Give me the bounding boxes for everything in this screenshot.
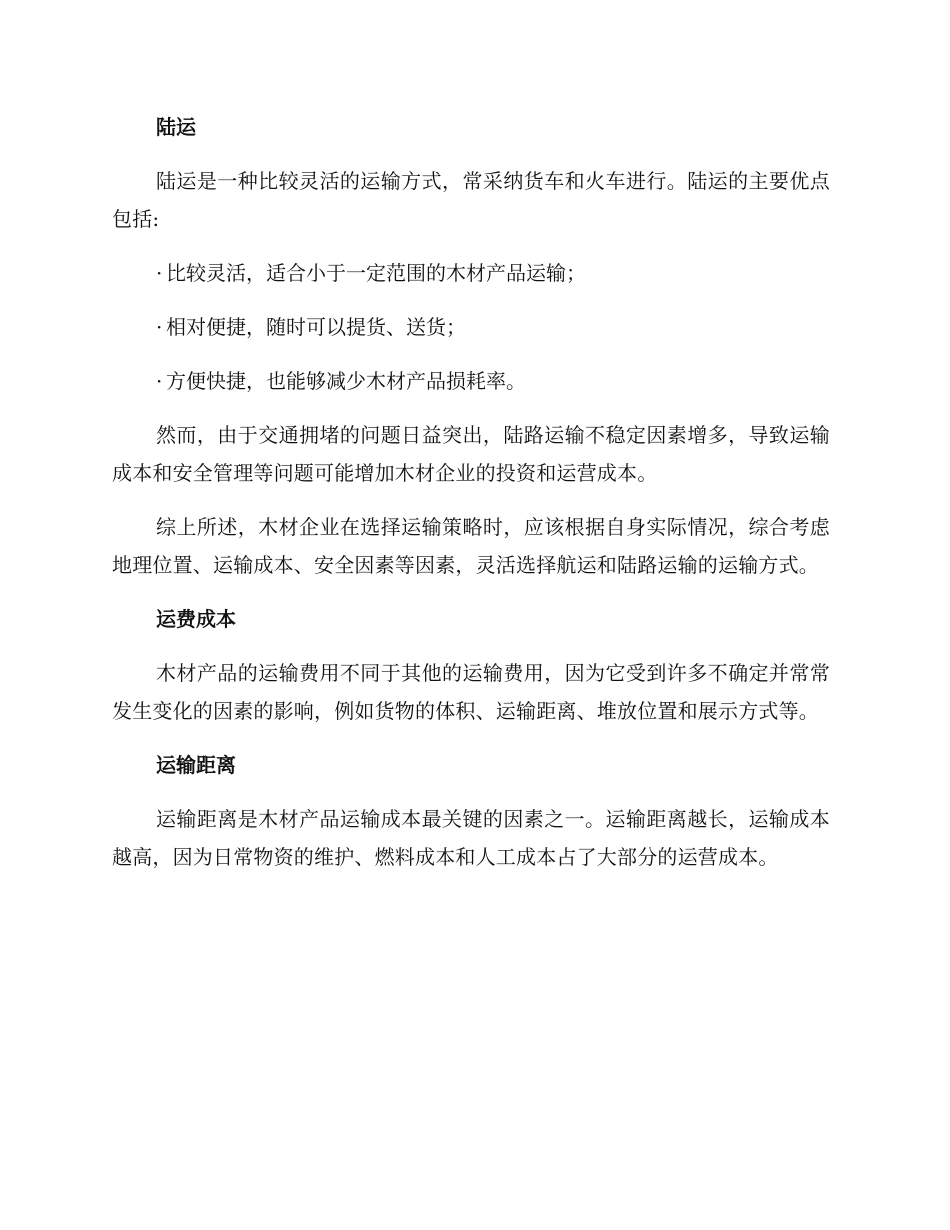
bullet-symbol: ·: [156, 369, 163, 393]
paragraph-land-summary: 综上所述，木材企业在选择运输策略时，应该根据自身实际情况，综合考虑地理位置、运输成本、安全因素等因素，灵活选择航运和陆路运输的运输方式。: [112, 515, 830, 577]
bullet-symbol: ·: [156, 315, 163, 339]
paragraph-transport-distance: 运输距离是木材产品运输成本最关键的因素之一。运输距离越长，运输成本越高，因为日常物资的维护、燃料成本和人工成本占了大部分的运营成本。: [112, 807, 830, 869]
bullet-text: 相对便捷，随时可以提货、送货；: [166, 315, 466, 339]
paragraph-land-drawbacks: 然而，由于交通拥堵的问题日益突出，陆路运输不稳定因素增多，导致运输成本和安全管理等问题可能增加木材企业的投资和运营成本。: [112, 423, 830, 485]
bullet-symbol: ·: [156, 261, 163, 285]
heading-land-transport: 陆运: [156, 115, 196, 139]
heading-transport-distance: 运输距离: [156, 753, 236, 777]
paragraph-freight-cost: 木材产品的运输费用不同于其他的运输费用，因为它受到许多不确定并常常发生变化的因素的影响，例如货物的体积、运输距离、堆放位置和展示方式等。: [112, 661, 830, 723]
bullet-item: [112, 308, 830, 346]
bullet-text: 方便快捷，也能够减少木材产品损耗率。: [166, 369, 526, 393]
heading-freight-cost: 运费成本: [156, 607, 236, 631]
bullet-item: [112, 254, 830, 292]
bullet-item: [112, 362, 830, 400]
bullet-text: 比较灵活，适合小于一定范围的木材产品运输；: [166, 261, 586, 285]
paragraph-land-intro: 陆运是一种比较灵活的运输方式，常采纳货车和火车进行。陆运的主要优点包括:: [112, 169, 830, 231]
document-body: [112, 108, 830, 892]
